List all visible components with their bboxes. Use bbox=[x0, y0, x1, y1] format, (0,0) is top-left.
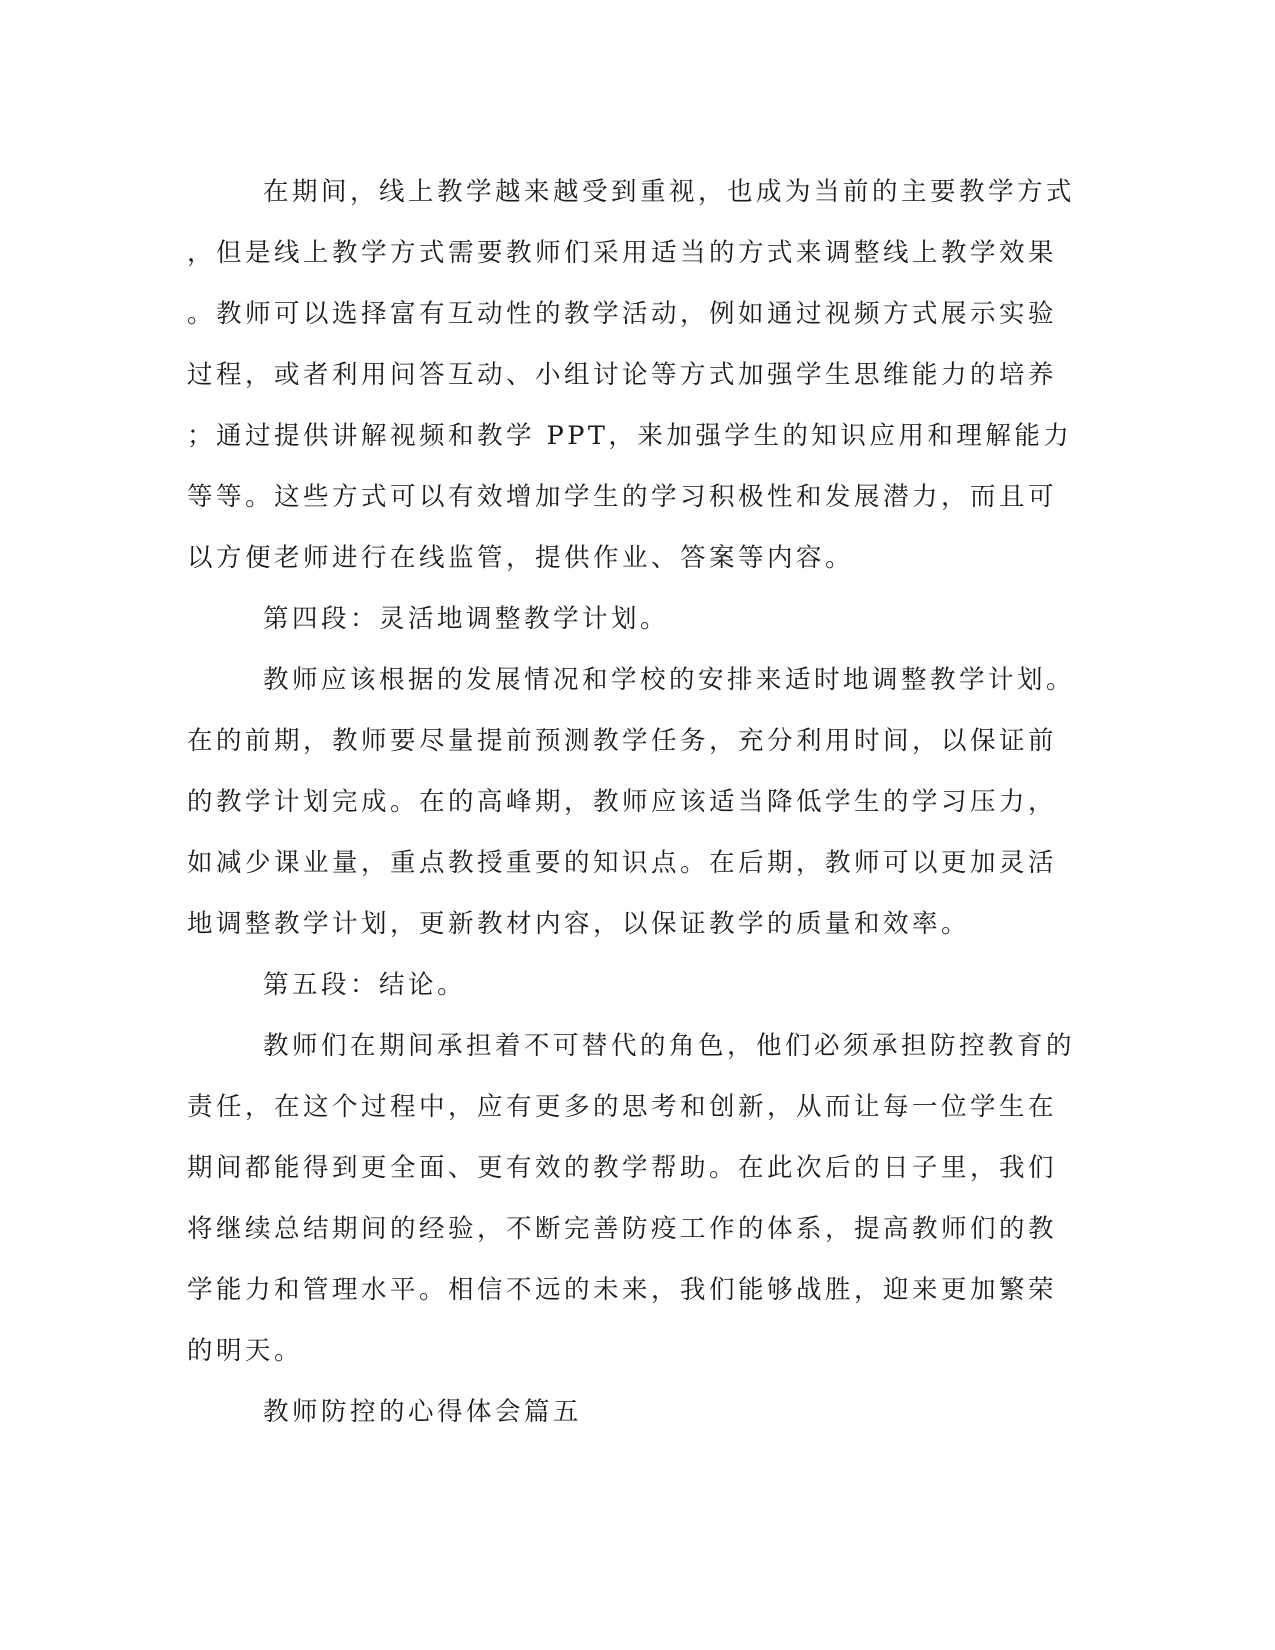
body-line: 的明天。 bbox=[187, 1336, 304, 1366]
body-line: 过程，或者利用问答互动、小组讨论等方式加强学生思维能力的培养 bbox=[187, 360, 1058, 390]
document-body bbox=[187, 162, 1087, 1443]
body-line: 等等。这些方式可以有效增加学生的学习积极性和发展潜力，而且可 bbox=[187, 482, 1058, 512]
body-line: 在期间，线上教学越来越受到重视，也成为当前的主要教学方式 bbox=[263, 177, 1076, 207]
article-title: 教师防控的心得体会篇五 bbox=[263, 1397, 583, 1427]
body-line: 以方便老师进行在线监管，提供作业、答案等内容。 bbox=[187, 543, 855, 573]
body-line: 的教学计划完成。在的高峰期，教师应该适当降低学生的学习压力， bbox=[187, 787, 1058, 817]
body-line: 学能力和管理水平。相信不远的未来，我们能够战胜，迎来更加繁荣 bbox=[187, 1275, 1058, 1305]
body-line: 。教师可以选择富有互动性的教学活动，例如通过视频方式展示实验 bbox=[187, 299, 1058, 329]
body-line: ；通过提供讲解视频和教学 PPT，来加强学生的知识应用和理解能力 bbox=[187, 421, 1073, 451]
body-line: 教师们在期间承担着不可替代的角色，他们必须承担防控教育的 bbox=[263, 1031, 1076, 1061]
section-heading: 第五段：结论。 bbox=[263, 970, 467, 1000]
body-line: 教师应该根据的发展情况和学校的安排来适时地调整教学计划。 bbox=[263, 665, 1076, 695]
body-line: 责任，在这个过程中，应有更多的思考和创新，从而让每一位学生在 bbox=[187, 1092, 1058, 1122]
body-line: 地调整教学计划，更新教材内容，以保证教学的质量和效率。 bbox=[187, 909, 971, 939]
body-line: 期间都能得到更全面、更有效的教学帮助。在此次后的日子里，我们 bbox=[187, 1153, 1058, 1183]
body-line: 如减少课业量，重点教授重要的知识点。在后期，教师可以更加灵活 bbox=[187, 848, 1058, 878]
body-line: ，但是线上教学方式需要教师们采用适当的方式来调整线上教学效果 bbox=[187, 238, 1058, 268]
body-line: 在的前期，教师要尽量提前预测教学任务，充分利用时间，以保证前 bbox=[187, 726, 1058, 756]
body-line: 将继续总结期间的经验，不断完善防疫工作的体系，提高教师们的教 bbox=[187, 1214, 1058, 1244]
section-heading: 第四段：灵活地调整教学计划。 bbox=[263, 604, 670, 634]
